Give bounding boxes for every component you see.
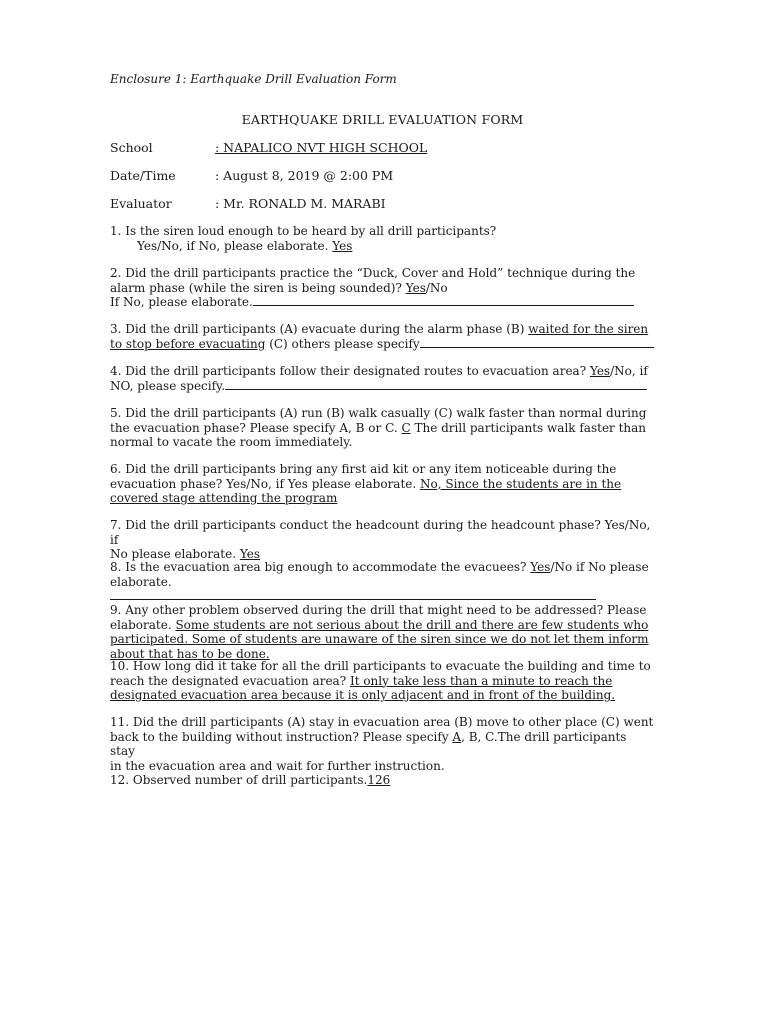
datetime-value: : August 8, 2019 @ 2:00 PM: [215, 168, 394, 183]
question-5-text-4: normal to vacate the room immediately.: [110, 435, 353, 449]
question-12-answer: 126: [367, 773, 391, 787]
question-11: [110, 715, 655, 773]
question-2: [110, 266, 655, 310]
form-title: EARTHQUAKE DRILL EVALUATION FORM: [241, 112, 524, 127]
question-6-text: 6. Did the drill participants bring any first aid kit or any item noticeable during the: [110, 462, 617, 476]
question-9-answer-2: participated. Some of students are unaware of the siren since we do not let them inform: [110, 632, 649, 646]
question-8-text: 8. Is the evacuation area big enough to accommodate the evacuees?: [110, 560, 531, 574]
question-4-blank-line: [225, 379, 647, 390]
question-5-text: 5. Did the drill participants (A) run (B) walk casually (C) walk faster than normal during: [110, 406, 647, 420]
question-6: [110, 462, 655, 506]
question-11-text: 11. Did the drill participants (A) stay in evacuation area (B) move to other place (C) went: [110, 715, 654, 729]
question-5-text-3: The drill participants walk faster than: [410, 420, 647, 435]
question-11-text-4: in the evacuation area and wait for further instruction.: [110, 758, 445, 773]
question-9-answer-1: Some students are not serious about the drill and there are few students who: [175, 617, 649, 632]
question-9: [110, 603, 655, 661]
question-11-answer: A: [452, 729, 462, 744]
question-4-no-option: /No, if: [610, 364, 648, 378]
question-7: [110, 518, 655, 562]
question-9-text-2: elaborate.: [110, 617, 176, 632]
question-10-answer-1: It only take less than a minute to reach the: [349, 673, 613, 688]
question-3-answer-1: waited for the siren: [528, 322, 649, 336]
question-2-no-option: /No: [425, 280, 448, 295]
question-8-blank-line: [110, 589, 596, 600]
question-8-answer: Yes: [530, 560, 551, 574]
question-4-answer: Yes: [589, 364, 611, 378]
question-1-answer: Yes: [332, 238, 353, 253]
question-2-elaborate: If No, please elaborate.: [110, 295, 253, 309]
question-10-text: 10. How long did it take for all the drill participants to evacuate the building and time to: [110, 659, 651, 673]
school-label: School: [110, 140, 153, 155]
question-9-answer-3: about that has to be done.: [110, 646, 270, 661]
question-4: [110, 364, 655, 393]
question-10: [110, 659, 655, 703]
question-4-specify: NO, please specify.: [110, 378, 226, 393]
question-2-answer: Yes: [405, 280, 426, 295]
question-5-answer: C: [401, 420, 411, 435]
question-3-text: 3. Did the drill participants (A) evacuate during the alarm phase (B): [110, 322, 529, 336]
question-3-answer-2: to stop before evacuating: [110, 336, 266, 351]
question-5-text-2: the evacuation phase? Please specify A, B or C.: [110, 420, 402, 435]
question-8-no-option: /No if No please: [550, 560, 649, 574]
question-5: [110, 406, 655, 450]
question-6-text-2: evacuation phase? Yes/No, if Yes please elaborate.: [110, 476, 421, 491]
question-2-text-2: alarm phase (while the siren is being sounded)?: [110, 280, 406, 295]
question-8-elaborate: elaborate.: [110, 574, 172, 589]
question-9-text: 9. Any other problem observed during the drill that might need to be addressed? Please: [110, 603, 647, 617]
enclosure-caption: Enclosure 1: Earthquake Drill Evaluation Form: [110, 72, 397, 86]
question-3: [110, 322, 655, 351]
question-1-prompt: Yes/No, if No, please elaborate.: [137, 238, 333, 253]
question-1: [110, 224, 655, 253]
question-6-answer-1: No, Since the students are in the: [420, 476, 622, 491]
question-12-text: 12. Observed number of drill participants.: [110, 773, 368, 787]
question-4-text: 4. Did the drill participants follow their designated routes to evacuation area?: [110, 364, 590, 378]
question-10-answer-2: designated evacuation area because it is only adjacent and in front of the building.: [110, 688, 616, 702]
evaluator-label: Evaluator: [110, 196, 172, 211]
question-7-text-2: No please elaborate.: [110, 547, 240, 561]
question-10-text-2: reach the designated evacuation area?: [110, 673, 350, 688]
question-1-text: 1. Is the siren loud enough to be heard by all drill participants?: [110, 224, 497, 238]
question-2-text: 2. Did the drill participants practice the “Duck, Cover and Hold” technique during the: [110, 266, 636, 280]
question-8: [110, 560, 655, 604]
question-7-answer: Yes: [239, 547, 260, 561]
question-3-text-2: (C) others please specify: [265, 336, 420, 351]
question-12: [110, 773, 655, 788]
question-11-text-2: back to the building without instruction? Please specify: [110, 729, 453, 744]
question-11-text-3: , B, C.The drill participants stay: [110, 729, 627, 758]
question-2-blank-line: [253, 295, 634, 306]
question-7-text: 7. Did the drill participants conduct the headcount during the headcount phase? Yes/No, if: [110, 518, 651, 547]
school-value: : NAPALICO NVT HIGH SCHOOL: [215, 140, 428, 155]
evaluator-value: : Mr. RONALD M. MARABI: [215, 196, 386, 211]
question-3-blank-line: [420, 337, 654, 348]
datetime-label: Date/Time: [110, 168, 176, 183]
question-6-answer-2: covered stage attending the program: [110, 491, 338, 505]
